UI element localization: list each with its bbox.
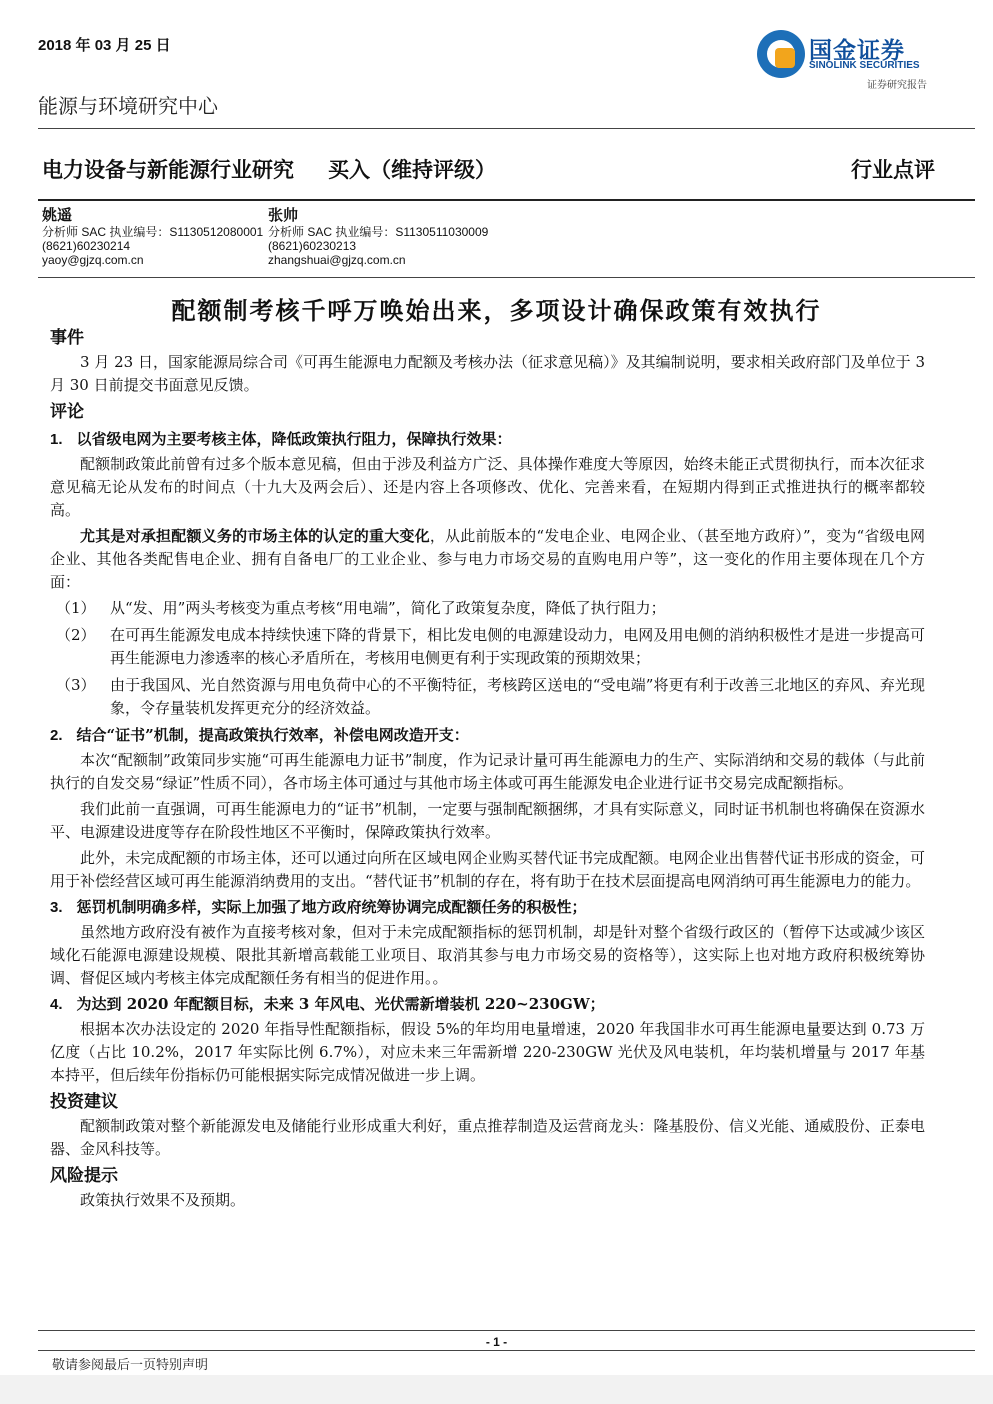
event-paragraph: 3 月 23 日，国家能源局综合司《可再生能源电力配额及考核办法（征求意见稿）》及其编制说明，要求相关政府部门及单位于 3 月 30 日前提交书面意见反馈。 <box>50 353 925 394</box>
point-1-heading: 1. 以省级电网为主要考核主体，降低政策执行阻力，保障执行效果： <box>50 430 512 448</box>
point-2-paragraph: 我们此前一直强调，可再生能源电力的“证书”机制，一定要与强制配额捆绑，才具有实际意义，同时证书机制也将确保在资源水平、电源建设进度等存在阶段性地区不平衡时，保障政策执行效率。 <box>50 800 925 841</box>
rating: 买入（维持评级） <box>328 159 496 182</box>
footer-band <box>0 1375 993 1404</box>
research-center: 能源与环境研究中心 <box>38 94 218 118</box>
list-item: （1） 从“发、用”两头考核变为重点考核“用电端”，简化了政策复杂度，降低了执行阻力； <box>56 599 666 617</box>
author-phone: (8621)60230214 <box>42 239 131 253</box>
disclaimer-note: 敬请参阅最后一页特别声明 <box>52 1358 209 1373</box>
logo-icon <box>757 30 805 78</box>
list-item: （3） 由于我国风、光自然资源与用电负荷中心的不平衡特征，考核跨区送电的“受电端”将更有利于改善三北地区的弃风、弃光现象，令存量装机发挥更充分的经济效益。 <box>56 676 925 717</box>
report-title: 配额制考核千呼万唤始出来，多项设计确保政策有效执行 <box>171 296 822 325</box>
report-date: 2018 年 03 月 25 日 <box>38 37 171 54</box>
logo-text-cn: 国金证券 <box>809 37 905 63</box>
logo-text-en: SINOLINK SECURITIES <box>809 60 920 71</box>
report-body <box>50 326 925 1215</box>
section-heading-event: 事件 <box>50 328 84 348</box>
logo-subtitle: 证券研究报告 <box>867 80 927 91</box>
point-3-heading: 3. 惩罚机制明确多样，实际上加强了地方政府统筹协调完成配额任务的积极性； <box>50 898 587 916</box>
industry-name: 电力设备与新能源行业研究 <box>42 159 294 182</box>
section-heading-invest: 投资建议 <box>50 1092 118 1112</box>
section-heading-comment: 评论 <box>50 402 84 422</box>
point-2-paragraph: 本次“配额制”政策同步实施“可再生能源电力证书”制度，作为记录计量可再生能源电力的生产、实际消纳和交易的载体（与此前执行的自发交易“绿证”性质不同），各市场主体可通过与其他市场主体或可再生能源发电企业进行证书交易完成配额指标。 <box>50 751 925 792</box>
author-cert: 分析师 SAC 执业编号：S1130512080001 <box>42 225 264 239</box>
divider <box>38 277 975 278</box>
divider-thick <box>38 199 975 201</box>
point-1-paragraph: 尤其是对承担配额义务的市场主体的认定的重大变化，从此前版本的“发电企业、电网企业、（甚至地方政府）”，变为“省级电网企业、其他各类配售电企业、拥有自备电厂的工业企业、参与电力市场交易的直购电用户等”，这一变化的作用主要体现在几个方面： <box>50 527 925 591</box>
footer-divider <box>38 1330 975 1331</box>
sinolink-logo <box>757 30 947 92</box>
point-1-paragraph: 配额制政策此前曾有过多个版本意见稿，但由于涉及利益方广泛、具体操作难度大等原因，始终未能正式贯彻执行，而本次征求意见稿无论从发布的时间点（十九大及两会后）、还是内容上各项修改、优化、完善来看，在短期内得到正式推进执行的概率都较高。 <box>50 455 925 519</box>
page-number: - 1 - <box>485 1335 508 1349</box>
industry-title-row <box>42 154 496 184</box>
author-email[interactable]: yaoy@gjzq.com.cn <box>42 253 144 267</box>
divider <box>38 128 975 129</box>
author-name: 张帅 <box>268 206 299 224</box>
point-2-paragraph: 此外，未完成配额的市场主体，还可以通过向所在区域电网企业购买替代证书完成配额。电网企业出售替代证书形成的资金，可用于补偿经营区域可再生能源消纳费用的支出。“替代证书”机制的存在，将有助于在技术层面提高电网消纳可再生能源电力的能力。 <box>50 849 925 890</box>
invest-paragraph: 配额制政策对整个新能源发电及储能行业形成重大利好，重点推荐制造及运营商龙头：隆基股份、信义光能、通威股份、正泰电器、金风科技等。 <box>50 1117 925 1158</box>
section-heading-risk: 风险提示 <box>50 1166 118 1186</box>
author-phone: (8621)60230213 <box>268 239 357 253</box>
author-cert: 分析师 SAC 执业编号：S1130511030009 <box>268 225 489 239</box>
report-type: 行业点评 <box>851 157 935 182</box>
point-4-paragraph: 根据本次办法设定的 2020 年指导性配额指标，假设 5%的年均用电量增速，2020 年我国非水可再生能源电量要达到 0.73 万亿度（占比 10.2%，2017 年实际比例 6.7%），对应未来三年需新增 220-230GW 光伏及风电装机，年均装机增量与 2017 年基本持平，但后续年份指标仍可能根据实际完成情况做进一步上调。 <box>50 1020 925 1084</box>
author-card <box>268 208 488 267</box>
footer-divider <box>38 1350 975 1351</box>
risk-paragraph: 政策执行效果不及预期。 <box>80 1191 246 1209</box>
point-3-paragraph: 虽然地方政府没有被作为直接考核对象，但对于未完成配额指标的惩罚机制，却是针对整个省级行政区的（暂停下达或减少该区域化石能源电源建设规模、限批其新增高载能工业项目、取消其参与电力市场交易的资格等），这实际上也对地方政府积极统筹协调、督促区域内考核主体完成配额任务有相当的促进作用。。 <box>50 923 925 987</box>
list-item: （2） 在可再生能源发电成本持续快速下降的背景下，相比发电侧的电源建设动力，电网及用电侧的消纳积极性才是进一步提高可再生能源电力渗透率的核心矛盾所在，考核用电侧更有利于实现政策的预期效果； <box>56 626 925 667</box>
point-4-heading: 4. 为达到 2020 年配额目标，未来 3 年风电、光伏需新增装机 220~230GW； <box>50 995 605 1013</box>
author-card <box>42 208 263 267</box>
author-name: 姚遥 <box>42 206 73 224</box>
point-2-heading: 2. 结合“证书”机制，提高政策执行效率，补偿电网改造开支： <box>50 726 469 744</box>
author-email[interactable]: zhangshuai@gjzq.com.cn <box>268 253 406 267</box>
